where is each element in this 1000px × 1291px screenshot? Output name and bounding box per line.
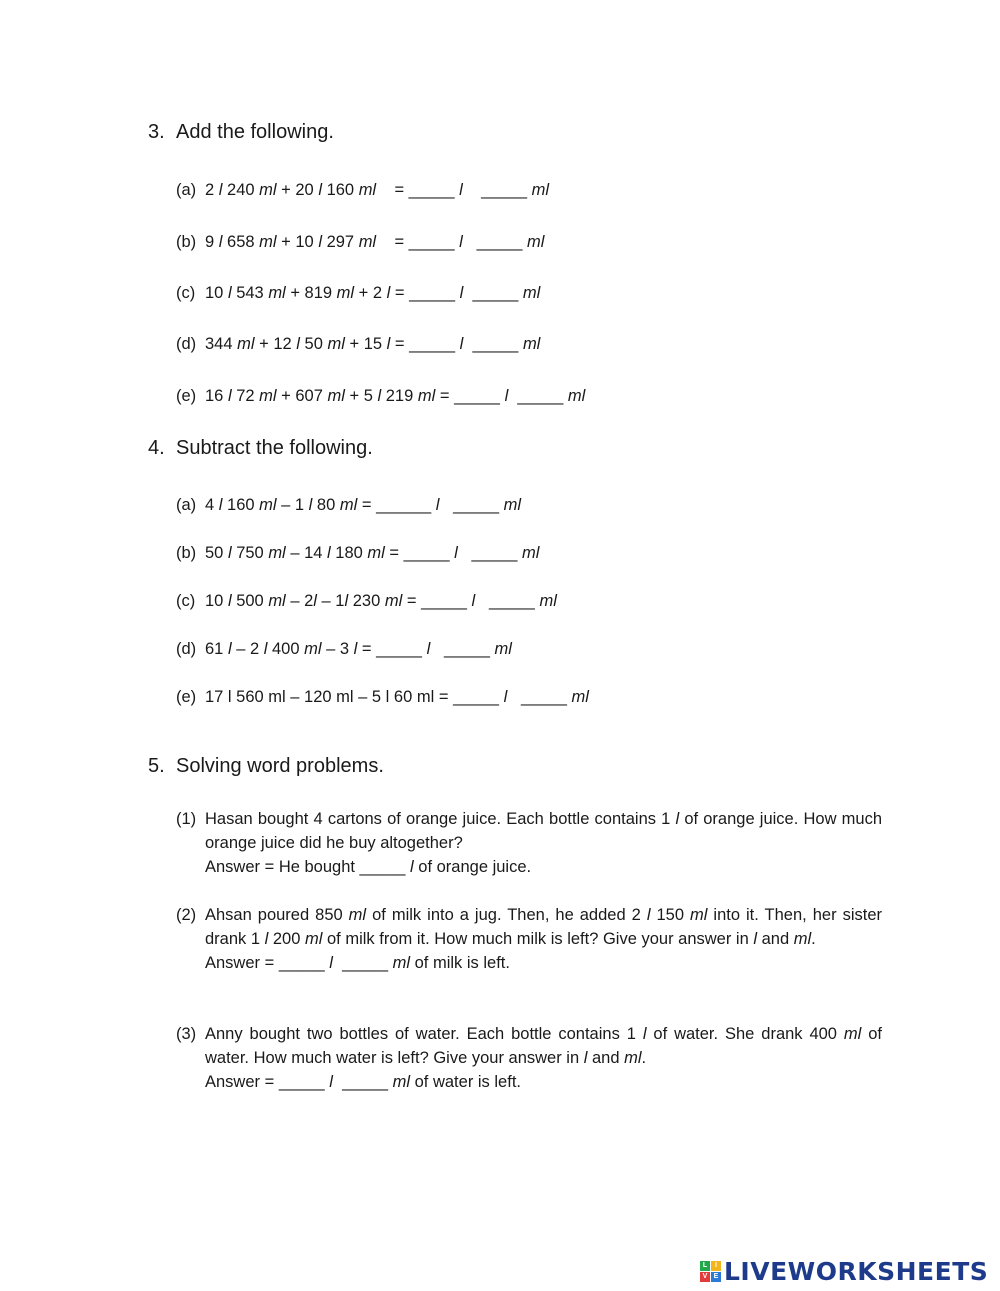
liveworksheets-logo bbox=[700, 1257, 988, 1285]
section-5-heading: Solving word problems. bbox=[176, 755, 384, 777]
add-item-b bbox=[176, 230, 544, 254]
item-label: (a) bbox=[176, 496, 197, 514]
problem-label: (2) bbox=[176, 906, 197, 924]
add-item-c bbox=[176, 281, 540, 305]
problem-label: (3) bbox=[176, 1025, 197, 1043]
item-expression: 4 l 160 ml – 1 l 80 ml = ______ l _____ ml bbox=[205, 496, 522, 514]
item-label: (a) bbox=[176, 181, 197, 199]
item-expression: 2 l 240 ml + 20 l 160 ml = _____ l _____ ml bbox=[205, 181, 550, 199]
item-label: (e) bbox=[176, 688, 197, 706]
item-label: (e) bbox=[176, 387, 197, 405]
item-expression: 344 ml + 12 l 50 ml + 15 l = _____ l _____ ml bbox=[205, 335, 541, 353]
item-expression: 9 l 658 ml + 10 l 297 ml = _____ l _____ ml bbox=[205, 233, 545, 251]
item-label: (d) bbox=[176, 640, 197, 658]
item-expression: 10 l 543 ml + 819 ml + 2 l = _____ l _____ ml bbox=[205, 284, 541, 302]
item-label: (c) bbox=[176, 592, 196, 610]
item-label: (b) bbox=[176, 233, 197, 251]
logo-text: LIVEWORKSHEETS bbox=[724, 1256, 989, 1286]
word-problem-1 bbox=[176, 807, 882, 879]
problem-label: (1) bbox=[176, 810, 197, 828]
problem-answer-line: Answer = _____ l _____ ml of water is left. bbox=[205, 1073, 521, 1091]
item-label: (d) bbox=[176, 335, 197, 353]
item-label: (c) bbox=[176, 284, 196, 302]
section-3-heading: Add the following. bbox=[176, 121, 334, 143]
section-3-title bbox=[148, 120, 334, 144]
section-4-title bbox=[148, 436, 373, 460]
add-item-e bbox=[176, 384, 585, 408]
add-item-a bbox=[176, 178, 549, 202]
word-problem-2 bbox=[176, 903, 882, 975]
item-expression: 10 l 500 ml – 2l – 1l 230 ml = _____ l _____ ml bbox=[205, 592, 557, 610]
section-4-number: 4. bbox=[148, 437, 165, 459]
logo-mark-icon: L I V E bbox=[700, 1261, 721, 1282]
problem-answer-line: Answer = He bought _____ l of orange juice. bbox=[205, 858, 532, 876]
item-expression: 16 l 72 ml + 607 ml + 5 l 219 ml = _____ l _____ ml bbox=[205, 387, 586, 405]
subtract-item-a bbox=[176, 493, 521, 517]
subtract-item-c bbox=[176, 589, 557, 613]
subtract-item-b bbox=[176, 541, 539, 565]
item-expression: 50 l 750 ml – 14 l 180 ml = _____ l _____ ml bbox=[205, 544, 540, 562]
subtract-item-e bbox=[176, 685, 589, 709]
word-problem-3 bbox=[176, 1022, 882, 1094]
add-item-d bbox=[176, 332, 540, 356]
problem-text: Anny bought two bottles of water. Each bottle contains 1 l of water. She drank 400 ml of water. How much water is left? Give your answer in l and ml. bbox=[205, 1025, 882, 1067]
item-expression: 61 l – 2 l 400 ml – 3 l = _____ l _____ ml bbox=[205, 640, 512, 658]
problem-answer-line: Answer = _____ l _____ ml of milk is left. bbox=[205, 954, 510, 972]
item-label: (b) bbox=[176, 544, 197, 562]
problem-text: Hasan bought 4 cartons of orange juice. Each bottle contains 1 l of orange juice. How much orange juice did he buy altogether? bbox=[205, 810, 882, 852]
problem-text: Ahsan poured 850 ml of milk into a jug. Then, he added 2 l 150 ml into it. Then, her sister drank 1 l 200 ml of milk from it. How much milk is left? Give your answer in l and ml. bbox=[205, 906, 882, 948]
section-5-title bbox=[148, 754, 384, 778]
subtract-item-d bbox=[176, 637, 512, 661]
section-5-number: 5. bbox=[148, 755, 165, 777]
item-expression: 17 l 560 ml – 120 ml – 5 l 60 ml = _____ l _____ ml bbox=[205, 688, 589, 706]
section-3-number: 3. bbox=[148, 121, 165, 143]
section-4-heading: Subtract the following. bbox=[176, 437, 373, 459]
